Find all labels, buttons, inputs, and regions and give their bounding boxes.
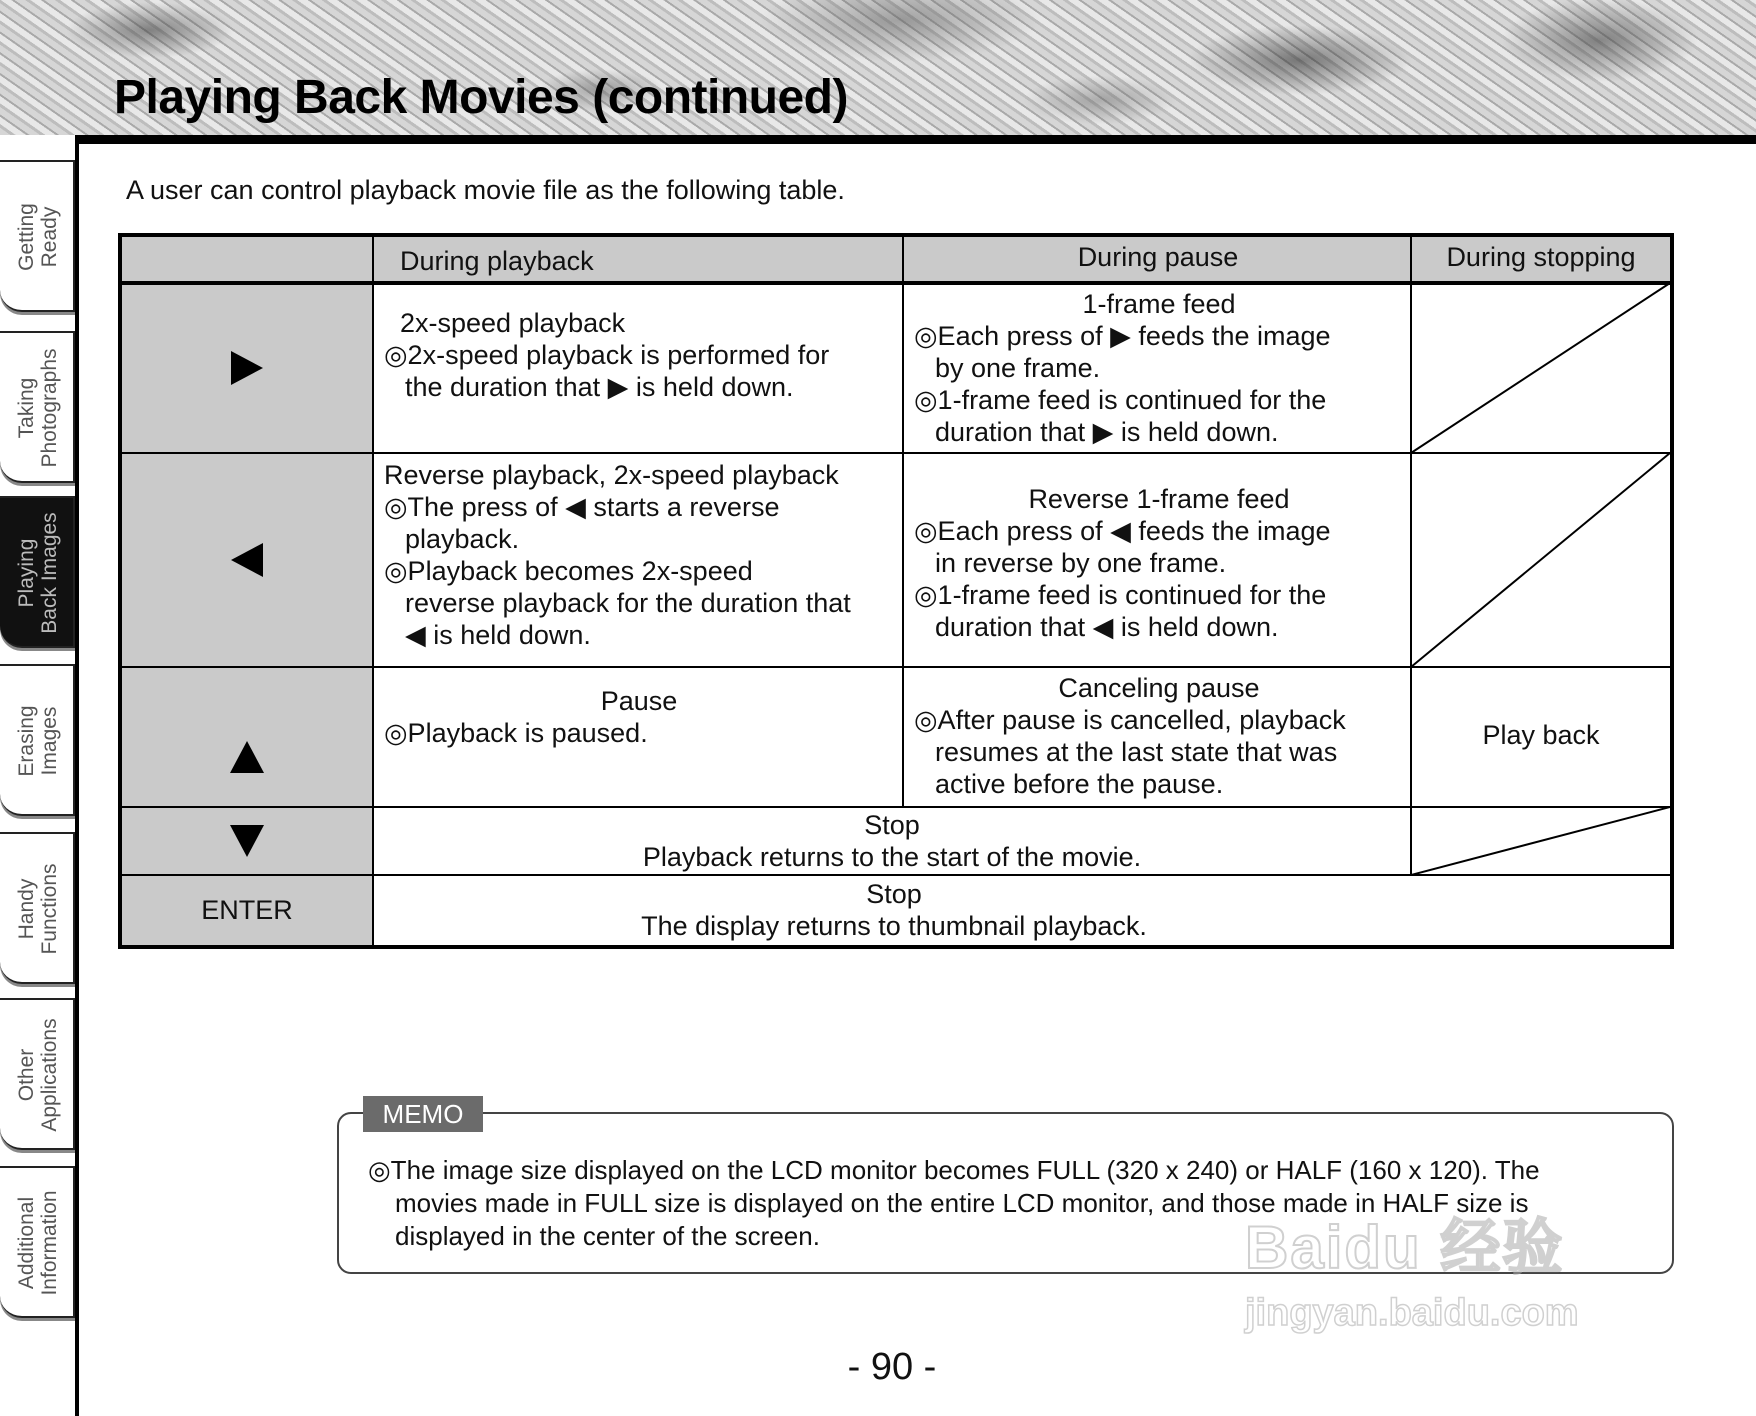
cell-line: ◎1-frame feed is continued for the [914,385,1327,415]
grid-line [902,237,904,667]
cell-line: by one frame. [935,353,1101,383]
cell-pause-right [914,288,1404,448]
cell-line: ◎Playback becomes 2x-speed [384,556,753,586]
tab-label: Images [37,706,61,776]
empty-cell-diagonal [1411,453,1670,667]
cell-line: ◀ is held down. [405,620,591,650]
key-cell-down [122,807,372,875]
header-during-playback: During playback [400,246,594,276]
memo-label: MEMO [363,1096,483,1132]
memo-line: displayed in the center of the screen. [395,1221,820,1251]
control-table [118,233,1674,949]
cell-line: Stop [864,810,920,840]
cell-line: resumes at the last state that was [935,737,1338,767]
cell-playback-up [384,685,894,749]
baidu-watermark [1245,1200,1665,1340]
cell-line: ◎After pause is cancelled, playback [914,705,1346,735]
memo-line: movies made in FULL size is displayed on the entire LCD monitor, and those made in HALF size is [395,1188,1529,1218]
tab-playing-back-images[interactable] [0,496,75,648]
cell-line: Playback returns to the start of the movie. [642,842,1142,872]
cell-pause-up [914,672,1404,800]
header-rule [75,135,1756,144]
left-triangle-icon [231,543,263,577]
tab-label: Photographs [37,348,61,468]
tab-other-applications[interactable] [0,998,75,1150]
watermark-url: jingyan.baidu.com [1245,1292,1579,1334]
tab-label: Applications [37,1018,61,1132]
tab-label: Additional [14,1196,38,1290]
side-rule [75,135,79,1416]
cell-line: ◎The press of ◀ starts a reverse [384,492,780,522]
cell-playback-right [384,307,830,403]
enter-key-label: ENTER [201,895,293,925]
up-triangle-icon [230,741,264,773]
intro-text: A user can control playback movie file as the following table. [126,175,845,205]
cell-line: duration that ◀ is held down. [935,612,1279,642]
key-cell-right [122,283,372,453]
cell-playback-left [384,459,851,651]
tab-label: Other [14,1048,38,1102]
cell-line: the duration that ▶ is held down. [405,372,794,402]
empty-cell-diagonal [1411,807,1670,875]
key-cell-left [122,453,372,667]
watermark-logo-text: Baidu 经验 [1245,1214,1565,1281]
tab-label: Functions [37,863,61,955]
cell-line: ◎Each press of ◀ feeds the image [914,516,1331,546]
page-number: - 90 - [847,1346,937,1388]
cell-line: Stop [866,879,922,909]
memo-line: ◎The image size displayed on the LCD monitor becomes FULL (320 x 240) or HALF (160 x 120). The [368,1155,1540,1185]
grid-line [902,667,904,807]
tab-handy-functions[interactable] [0,832,75,984]
tab-additional-information[interactable] [0,1166,75,1318]
cell-line: Reverse 1-frame feed [1028,484,1290,514]
tab-label: Playing [14,538,38,608]
cell-line: active before the pause. [935,769,1224,799]
cell-line: Reverse playback, 2x-speed playback [384,460,839,490]
cell-line: reverse playback for the duration that [405,588,851,618]
tab-label: Getting [14,203,38,271]
cell-line: in reverse by one frame. [935,548,1227,578]
tab-label: Information [37,1190,61,1296]
cell-line: ◎Playback is paused. [384,718,648,748]
down-triangle-icon [230,825,264,857]
cell-line: ◎Each press of ▶ feeds the image [914,321,1331,351]
tab-label: Ready [37,206,61,268]
header-during-stopping: During stopping [1446,242,1636,272]
key-cell-up [122,667,372,807]
tab-label: Taking [14,377,38,439]
cell-line: duration that ▶ is held down. [935,417,1279,447]
tab-label: Erasing [14,705,38,777]
cell-line: 2x-speed playback [400,308,626,338]
tab-taking-photographs[interactable] [0,331,75,483]
right-triangle-icon [231,351,263,385]
cell-stopping-up: Play back [1482,720,1600,750]
cell-pause-left [914,483,1404,643]
tab-getting-ready[interactable] [0,160,75,312]
empty-cell-diagonal [1411,283,1670,453]
cell-line: Pause [600,686,678,716]
tab-label: Back Images [37,512,61,634]
cell-down-action [374,809,1410,873]
header-during-pause: During pause [1077,242,1239,272]
tab-erasing-images[interactable] [0,664,75,816]
cell-line: 1-frame feed [1082,289,1236,319]
key-cell-enter [122,875,372,945]
tab-label: Handy [14,878,38,940]
cell-enter-action [374,878,1414,942]
cell-line: Canceling pause [1058,673,1260,703]
cell-line: ◎1-frame feed is continued for the [914,580,1327,610]
cell-line: ◎2x-speed playback is performed for [384,340,830,370]
page-title: Playing Back Movies (continued) [114,71,848,124]
cell-line: playback. [405,524,520,554]
cell-line: The display returns to thumbnail playback. [641,911,1147,941]
